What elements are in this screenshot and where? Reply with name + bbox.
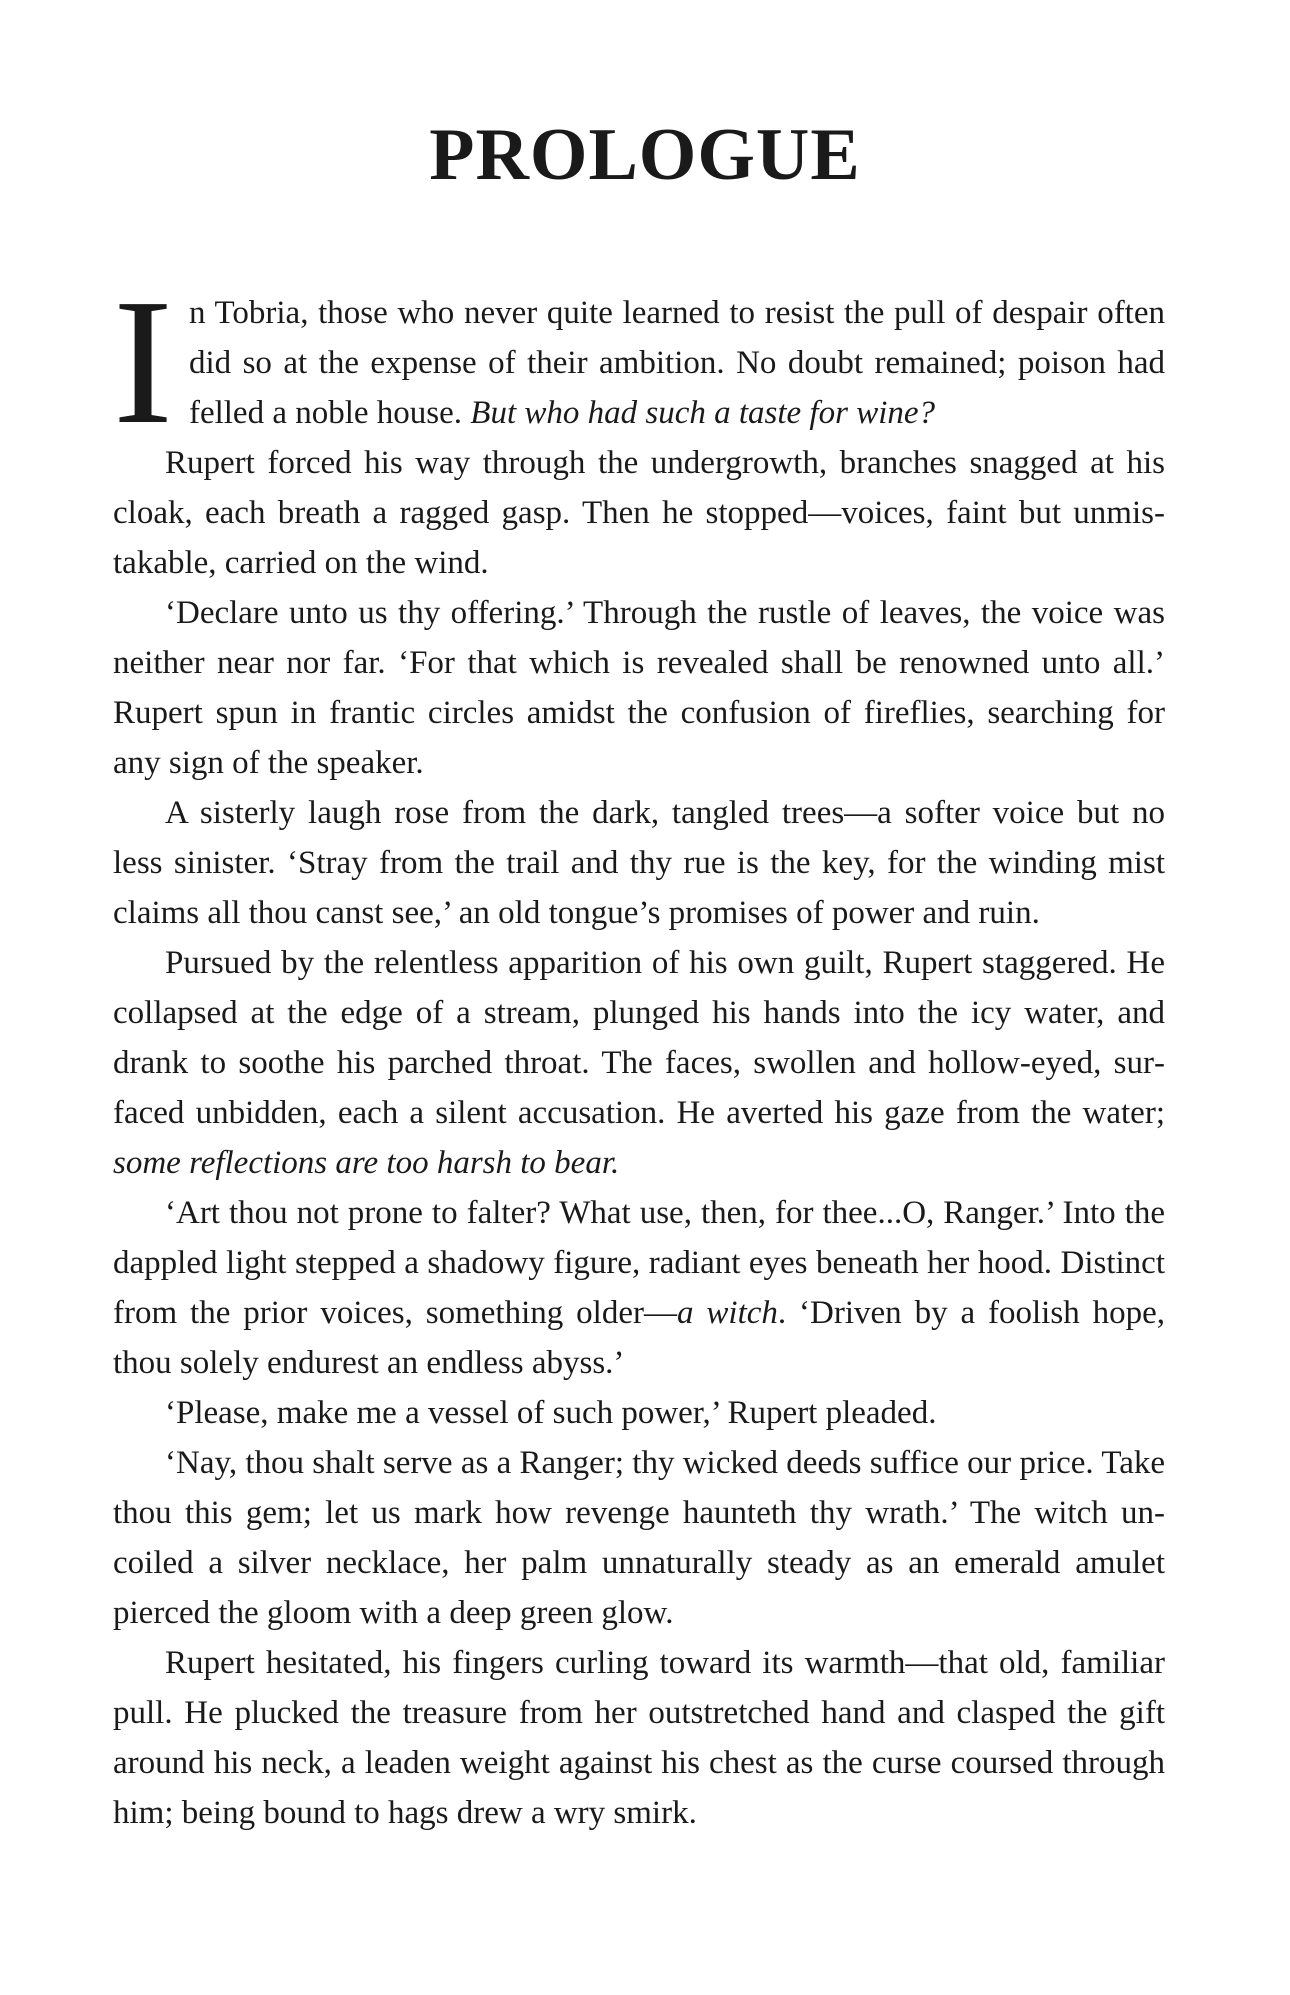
paragraph-5 bbox=[113, 938, 1165, 1188]
paragraph-6-text-before: ‘Art thou not prone to falter? What use, then, for thee...O, Ranger.’ Into the dappled light stepped a shadowy figure, radiant eyes beneath her hood. Distinct from the prior voices, something older— bbox=[113, 1195, 1165, 1331]
paragraph-6-text-after: . ‘Driven by a foolish hope, thou solely endurest an endless abyss.’ bbox=[113, 1295, 1165, 1381]
paragraph-4-text: A sisterly laugh rose from the dark, tangled trees—a softer voice but no less sinister. ‘Stray from the trail and thy rue is the key, for the winding mist claims all thou canst see,’ an old tongue’s promises of power and ruin. bbox=[113, 795, 1165, 931]
paragraph-3 bbox=[113, 588, 1165, 788]
paragraph-7-text: ‘Please, make me a vessel of such power,’ Rupert pleaded. bbox=[165, 1395, 937, 1431]
paragraph-9 bbox=[113, 1638, 1165, 1838]
chapter-title: PROLOGUE bbox=[429, 114, 861, 196]
paragraph-1 bbox=[113, 262, 1165, 461]
paragraph-2 bbox=[113, 438, 1165, 588]
paragraph-6-italic: a witch bbox=[676, 1295, 778, 1331]
paragraph-1-text: n Tobria, those who never quite learned to resist the pull of despair often did so at the expense of their ambition. No doubt remained; poison had felled a noble house. bbox=[188, 295, 1165, 431]
paragraph-8-text: ‘Nay, thou shalt serve as a Ranger; thy wicked deeds suffice our price. Take thou this gem; let us mark how revenge haunteth thy wrath.’ The witch uncoiled a silver necklace, her palm unnaturally steady as an emerald amulet pierced the gloom with a deep green glow. bbox=[113, 1445, 1165, 1631]
paragraph-9-text: Rupert hesitated, his fingers curling toward its warmth—that old, familiar pull. He plucked the treasure from her outstretched hand and clasped the gift around his neck, a leaden weight against his chest as the curse coursed through him; being bound to hags drew a wry smirk. bbox=[113, 1645, 1165, 1831]
paragraph-7 bbox=[113, 1388, 1165, 1438]
paragraph-4 bbox=[113, 788, 1165, 938]
paragraph-2-text: Rupert forced his way through the undergrowth, branches snagged at his cloak, each breath a ragged gasp. Then he stopped—voices, faint but unmistakable, carried on the wind. bbox=[113, 445, 1165, 581]
paragraph-3-text: ‘Declare unto us thy offering.’ Through the rustle of leaves, the voice was neither near nor far. ‘For that which is revealed shall be renowned unto all.’ Rupert spun in frantic circles amidst the confusion of fireflies, searching for any sign of the speaker. bbox=[113, 595, 1165, 781]
paragraph-5-text: Pursued by the relentless apparition of his own guilt, Rupert staggered. He collapsed at the edge of a stream, plunged his hands into the icy water, and drank to soothe his parched throat. The faces, swollen and hollow-eyed, surfaced unbidden, each a silent accusation. He averted his gaze from the water; bbox=[113, 945, 1165, 1131]
paragraph-8 bbox=[113, 1438, 1165, 1638]
paragraph-6 bbox=[113, 1188, 1165, 1388]
paragraph-5-italic: some reflections are too harsh to bear. bbox=[113, 1145, 620, 1181]
prologue-body bbox=[113, 262, 1165, 1838]
drop-cap: I bbox=[113, 262, 173, 461]
paragraph-1-italic: But who had such a taste for wine? bbox=[470, 395, 936, 431]
